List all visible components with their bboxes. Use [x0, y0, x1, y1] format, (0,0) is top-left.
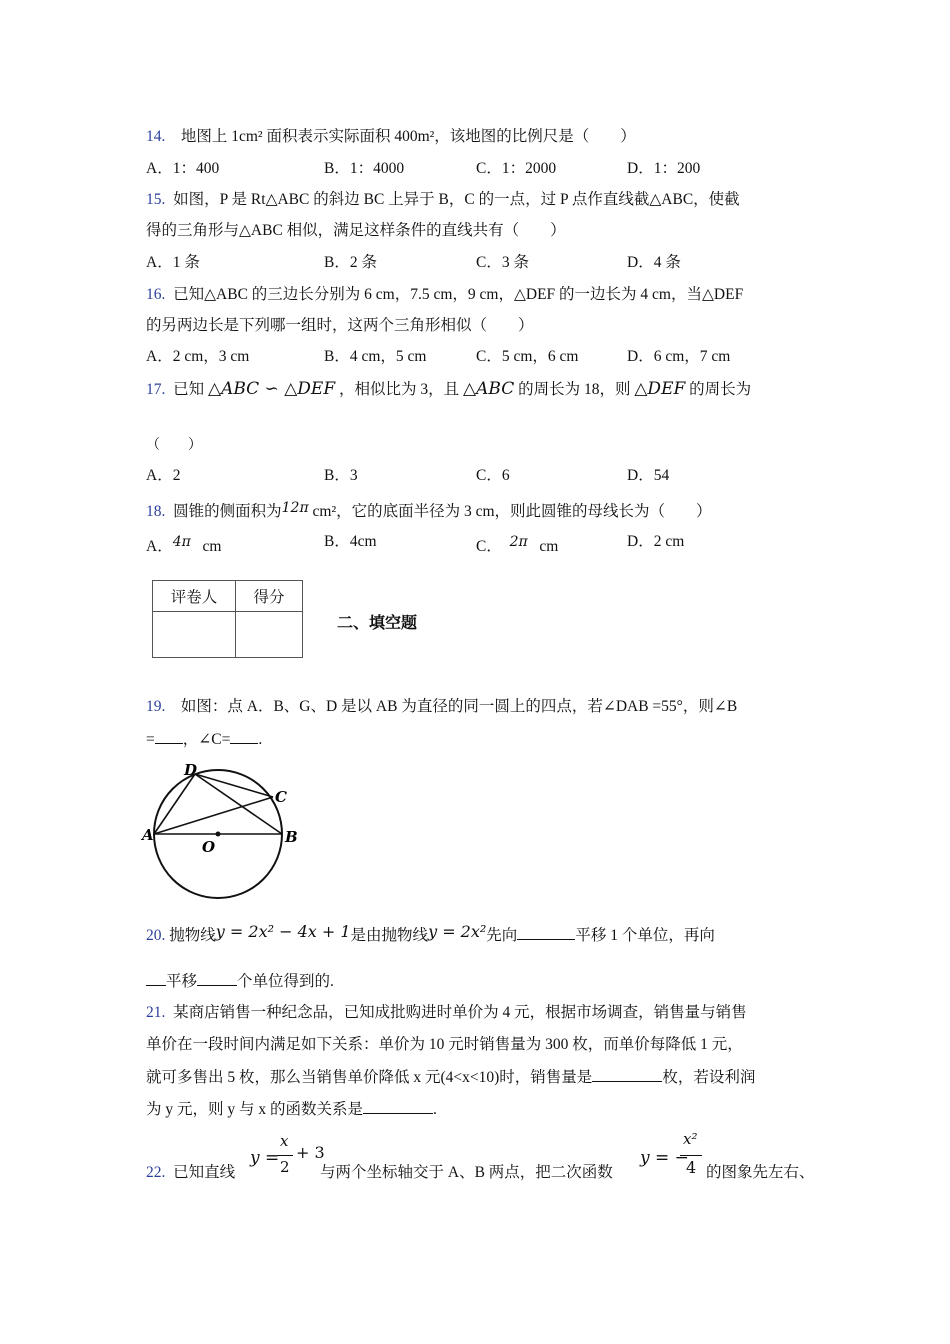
q17-mid1: ，相似比为 3，且	[339, 381, 460, 398]
q19-circle-figure	[140, 760, 310, 905]
q19-stem	[146, 697, 737, 717]
q20-line2	[146, 971, 334, 992]
q18-stem	[146, 498, 712, 522]
q18-option-b: B．4cm	[324, 533, 377, 550]
q17-option-a: A．2	[146, 467, 181, 484]
score-table	[152, 580, 303, 658]
q18-option-c-label: C．	[476, 538, 502, 555]
label-c: C	[275, 788, 287, 806]
q21-line4a: 为 y 元，则 y 与 x 的函数关系是	[146, 1101, 364, 1118]
center-point	[216, 832, 221, 837]
q22-formula2-denominator: 4	[686, 1158, 697, 1177]
q17-option-b: B．3	[324, 467, 358, 484]
q18-option-a	[146, 532, 221, 557]
q20-stem	[146, 922, 715, 946]
q22-mid: 与两个坐标轴交于 A、B 两点，把二次函数	[320, 1164, 613, 1181]
q20-mid: 是由抛物线	[350, 927, 429, 944]
q21-line3a: 就可多售出 5 枚，那么当销售单价降低 x 元(4<x<10)时，销售量是	[146, 1069, 593, 1086]
chord-dc	[195, 774, 273, 797]
q20-line2a: 平移	[166, 973, 198, 990]
q22-formula2-fraction-bar	[680, 1155, 702, 1156]
q17-option-d: D．54	[627, 467, 670, 484]
q17-pre: 已知	[173, 381, 205, 398]
q22-formula1-numerator: x	[280, 1132, 289, 1150]
score-table-score-header: 得分	[236, 581, 303, 612]
q20-blank-units[interactable]	[197, 971, 237, 986]
q19-text: 如图：点 A．B、G、D 是以 AB 为直径的同一圆上的四点，若∠DAB =55°，则∠B	[180, 698, 738, 715]
q20-post2: 平移 1 个单位，再向	[575, 927, 715, 944]
q18-number: 18.	[146, 503, 166, 520]
q17-number: 17.	[146, 381, 166, 398]
q22-formula1-y: y =	[250, 1148, 280, 1168]
q20-blank-direction1[interactable]	[517, 925, 575, 940]
q18-option-c-math: 2π	[509, 534, 528, 550]
q22-formula1-denominator: 2	[280, 1158, 290, 1176]
q19-blank-b[interactable]	[155, 729, 183, 744]
q17-triangle-abc: △ABC	[463, 379, 515, 399]
q18-option-a-math: 4π	[172, 534, 191, 550]
score-table-grader-header: 评卷人	[153, 581, 236, 612]
q22-formula2-y: y = −	[640, 1148, 689, 1168]
q19-eq: =	[146, 731, 155, 748]
q17-mid2: 的周长为 18，则	[518, 381, 631, 398]
q19-blank-c[interactable]	[230, 729, 258, 744]
q14-number: 14.	[146, 128, 166, 145]
q15-option-c: C．3 条	[476, 254, 529, 271]
q15-stem	[146, 190, 740, 210]
q21-line3	[146, 1067, 755, 1088]
q20-blank-direction2[interactable]	[146, 971, 166, 986]
q18-option-c	[476, 532, 558, 557]
q18-option-d: D．2 cm	[627, 533, 685, 550]
q21-blank-function[interactable]	[363, 1099, 433, 1114]
score-table-score-cell[interactable]	[236, 612, 303, 658]
q14-option-a: A．1：400	[146, 160, 220, 177]
q15-text-line1: 如图，P 是 Rt△ABC 的斜边 BC 上异于 B，C 的一点，过 P 点作直线截△ABC，使截	[173, 191, 740, 208]
q17-post: 的周长为	[689, 381, 752, 398]
q22-post: 的图象先左右、	[706, 1164, 815, 1181]
q18-math-area: 12π	[281, 500, 309, 516]
q20-post: 先向	[486, 927, 518, 944]
q22-formula1-plus: + 3	[296, 1143, 325, 1162]
q21-blank-quantity[interactable]	[592, 1067, 662, 1082]
q21-line4	[146, 1099, 437, 1120]
q14-option-d: D．1：200	[627, 160, 701, 177]
q21-number: 21.	[146, 1004, 166, 1021]
label-a: A	[142, 826, 154, 844]
q14-option-c: C．1：2000	[476, 160, 557, 177]
q22-stem	[146, 1163, 235, 1183]
q22-pre: 已知直线	[173, 1164, 236, 1181]
q21-line2: 单价在一段时间内满足如下关系：单价为 10 元时销售量为 300 枚，而单价每降低 1 元，	[146, 1036, 743, 1053]
q16-stem	[146, 285, 743, 305]
q18-option-a-unit: cm	[202, 538, 222, 555]
q22-number: 22.	[146, 1164, 166, 1181]
q20-line2b: 个单位得到的.	[237, 973, 334, 990]
q21-line4b: .	[433, 1101, 437, 1118]
q14-stem	[146, 127, 636, 147]
label-b: B	[285, 828, 298, 846]
q15-text-line2: 得的三角形与△ABC 相似，满足这样条件的直线共有（ ）	[146, 222, 566, 239]
q16-option-d: D．6 cm，7 cm	[627, 348, 731, 365]
q18-option-a-label: A．	[146, 538, 173, 555]
q19-number: 19.	[146, 698, 166, 715]
q22-formula1-fraction-bar	[277, 1155, 293, 1156]
q15-option-d: D．4 条	[627, 254, 681, 271]
q17-option-c: C．6	[476, 467, 510, 484]
q16-number: 16.	[146, 286, 166, 303]
score-table-grader-cell[interactable]	[153, 612, 236, 658]
label-o: O	[202, 838, 216, 856]
q14-option-b: B．1：4000	[324, 160, 405, 177]
q15-option-b: B．2 条	[324, 254, 377, 271]
section-title: 二、填空题	[337, 613, 418, 632]
q19-line2	[146, 729, 262, 750]
q22-formula2-numerator: x²	[683, 1130, 698, 1148]
q16-option-c: C．5 cm，6 cm	[476, 348, 579, 365]
q15-number: 15.	[146, 191, 166, 208]
q19-period: .	[258, 731, 263, 748]
label-d: D	[184, 761, 198, 779]
q20-pre: 抛物线	[169, 927, 216, 944]
q16-text-line1: 已知△ABC 的三边长分别为 6 cm，7.5 cm，9 cm，△DEF 的一边长为 4 cm，当△DEF	[173, 286, 744, 303]
q21-stem	[146, 1003, 747, 1023]
q18-option-c-unit: cm	[539, 538, 559, 555]
q16-option-b: B．4 cm，5 cm	[324, 348, 427, 365]
q16-option-a: A．2 cm，3 cm	[146, 348, 250, 365]
q18-post: cm²，它的底面半径为 3 cm，则此圆锥的母线长为（ ）	[312, 503, 712, 520]
q20-math2: y = 2x²	[428, 922, 487, 941]
q17-similarity-formula: △ABC ∽ △DEF	[208, 379, 336, 399]
q17-triangle-def: △DEF	[634, 379, 686, 399]
chord-db	[195, 774, 282, 834]
q17-answer-paren: （ ）	[146, 438, 202, 453]
q15-option-a: A．1 条	[146, 254, 200, 271]
q21-line3b: 枚，若设利润	[662, 1069, 756, 1086]
q20-number: 20.	[146, 927, 166, 944]
q16-text-line2: 的另两边长是下列哪一组时，这两个三角形相似（ ）	[146, 317, 534, 334]
q20-math1: y = 2x² − 4x + 1	[215, 922, 351, 941]
q17-stem	[146, 379, 751, 400]
q21-line1: 某商店销售一种纪念品，已知成批购进时单价为 4 元，根据市场调查，销售量与销售	[173, 1004, 747, 1021]
q19-angle-c: ，∠C=	[182, 731, 231, 748]
q14-text: 地图上 1cm² 面积表示实际面积 400m²，该地图的比例尺是（ ）	[180, 128, 636, 145]
chord-ad	[154, 774, 195, 834]
q18-pre: 圆锥的侧面积为	[173, 503, 282, 520]
